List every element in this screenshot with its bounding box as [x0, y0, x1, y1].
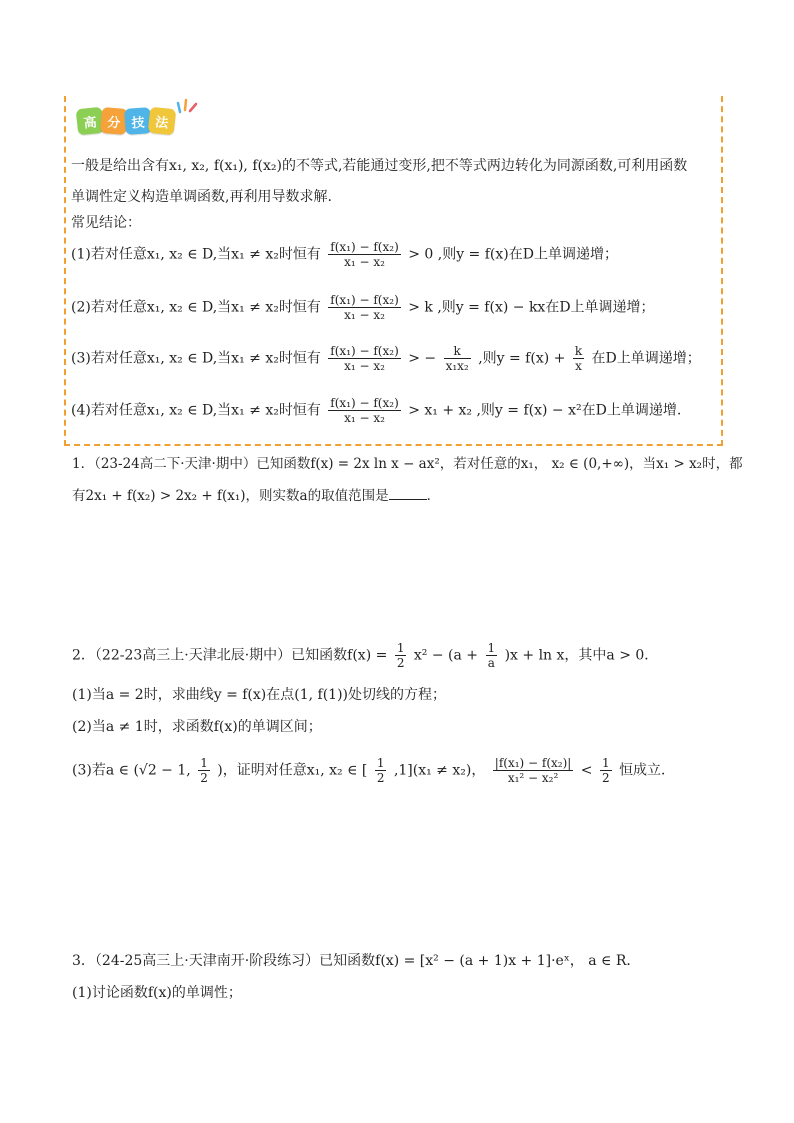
badge-char: 技 — [124, 107, 152, 135]
question-2-text: )x + ln x，其中a > 0． — [504, 647, 659, 664]
conclusion-tail: > 0 ,则y = f(x)在D上单调递增； — [408, 246, 618, 263]
fraction-denominator: x₁ − x₂ — [344, 411, 385, 425]
question-2-part3 — [72, 756, 675, 785]
conclusion-1 — [71, 240, 618, 269]
conclusion-lead: (2)若对任意x₁, x₂ ∈ D,当x₁ ≠ x₂时恒有 — [71, 299, 321, 316]
fraction — [328, 240, 400, 269]
fraction — [328, 293, 400, 322]
fraction-numerator: |f(x₁) − f(x₂)| — [494, 756, 572, 770]
fraction-numerator: f(x₁) − f(x₂) — [330, 240, 399, 254]
conclusion-3 — [71, 344, 701, 373]
question-2-part2: (2)当a ≠ 1时，求函数f(x)的单调区间； — [72, 719, 322, 735]
badge-char: 法 — [148, 107, 177, 136]
tip-intro-line: 一般是给出含有x₁, x₂, f(x₁), f(x₂)的不等式,若能通过变形,把不等式两边转化为同源函数,可利用函数 — [71, 158, 688, 174]
badge-char: 高 — [76, 107, 105, 136]
conclusion-lead: (1)若对任意x₁, x₂ ∈ D,当x₁ ≠ x₂时恒有 — [71, 246, 321, 263]
fraction-numerator: f(x₁) − f(x₂) — [330, 396, 399, 410]
sparkle-icon — [176, 98, 198, 114]
question-1-line2 — [72, 484, 440, 504]
question-2-text: ,1](x₁ ≠ x₂)， — [393, 762, 486, 779]
fraction-numerator: 1 — [487, 641, 496, 655]
conclusion-4 — [71, 396, 681, 425]
question-2-text: < — [580, 762, 593, 779]
fraction-denominator: x₁ − x₂ — [344, 308, 385, 322]
fraction — [328, 344, 400, 373]
fraction-numerator: f(x₁) − f(x₂) — [330, 344, 399, 358]
fraction-denominator: 2 — [376, 771, 385, 785]
answer-blank[interactable] — [389, 487, 427, 500]
fraction-numerator: 1 — [200, 756, 208, 770]
question-1-text: 有2x₁ + f(x₂) > 2x₂ + f(x₁)，则实数a的取值范围是 — [72, 488, 389, 504]
conclusion-lead: (3)若对任意x₁, x₂ ∈ D,当x₁ ≠ x₂时恒有 — [71, 350, 321, 367]
question-3-part1: (1)讨论函数f(x)的单调性； — [72, 985, 242, 1001]
fraction-denominator: x — [575, 359, 582, 373]
fraction-denominator: a — [487, 656, 495, 670]
conclusion-tail: > x₁ + x₂ ,则y = f(x) − x²在D上单调递增. — [408, 402, 682, 419]
fraction-denominator: x₁ − x₂ — [344, 255, 385, 269]
question-2-text: )，证明对任意x₁, x₂ ∈ [ — [217, 762, 368, 779]
fraction — [493, 756, 574, 785]
conclusion-2 — [71, 293, 655, 322]
tip-badge — [77, 104, 173, 138]
tip-box — [64, 96, 723, 446]
question-2-text: x² − (a + — [413, 647, 479, 664]
conclusion-lead: (4)若对任意x₁, x₂ ∈ D,当x₁ ≠ x₂时恒有 — [71, 402, 321, 419]
fraction-numerator: k — [574, 344, 583, 358]
fraction-numerator: 1 — [396, 641, 405, 655]
question-2-text: (3)若a ∈ (√2 − 1, — [72, 762, 191, 779]
question-3-stem: 3．（24-25高三上·天津南开·阶段练习）已知函数f(x) = [x² − (a + 1)x + 1]·eˣ， a ∈ R． — [72, 953, 641, 969]
fraction — [198, 756, 210, 785]
fraction — [328, 396, 400, 425]
fraction — [375, 756, 387, 785]
tip-heading: 常见结论： — [71, 215, 141, 231]
fraction-denominator: 2 — [200, 771, 208, 785]
question-2-part1: (1)当a = 2时，求曲线y = f(x)在点(1, f(1))处切线的方程； — [72, 687, 447, 703]
question-1-end: ． — [426, 488, 441, 504]
fraction-denominator: x₁² − x₂² — [507, 771, 559, 785]
conclusion-text: > − — [408, 350, 437, 367]
fraction-denominator: 2 — [396, 656, 405, 670]
fraction — [444, 344, 471, 373]
tip-intro-line: 单调性定义构造单调函数,再利用导数求解. — [71, 189, 332, 205]
badge-char: 分 — [100, 107, 128, 135]
fraction-numerator: 1 — [376, 756, 385, 770]
fraction-denominator: x₁ − x₂ — [344, 359, 385, 373]
fraction — [395, 641, 407, 670]
question-2-text: 2．（22-23高三上·天津北辰·期中）已知函数f(x) = — [72, 647, 388, 664]
fraction-denominator: x₁x₂ — [445, 359, 469, 373]
question-2-text: 恒成立． — [619, 762, 676, 779]
fraction-denominator: 2 — [601, 771, 610, 785]
fraction — [486, 641, 498, 670]
question-2-stem — [72, 641, 658, 670]
conclusion-tail: > k ,则y = f(x) − kx在D上单调递增； — [408, 299, 655, 316]
fraction-numerator: k — [444, 344, 471, 359]
fraction-numerator: f(x₁) − f(x₂) — [330, 293, 399, 307]
question-1-line1: 1．（23-24高二下·天津·期中）已知函数f(x) = 2x ln x − ax²，若对任意的x₁， x₂ ∈ (0,+∞)，当x₁ > x₂时，都 — [72, 456, 743, 472]
conclusion-tail: 在D上单调递增； — [591, 350, 701, 367]
fraction-numerator: 1 — [601, 756, 610, 770]
fraction — [573, 344, 584, 373]
conclusion-text: ,则y = f(x) + — [478, 350, 566, 367]
fraction — [600, 756, 612, 785]
